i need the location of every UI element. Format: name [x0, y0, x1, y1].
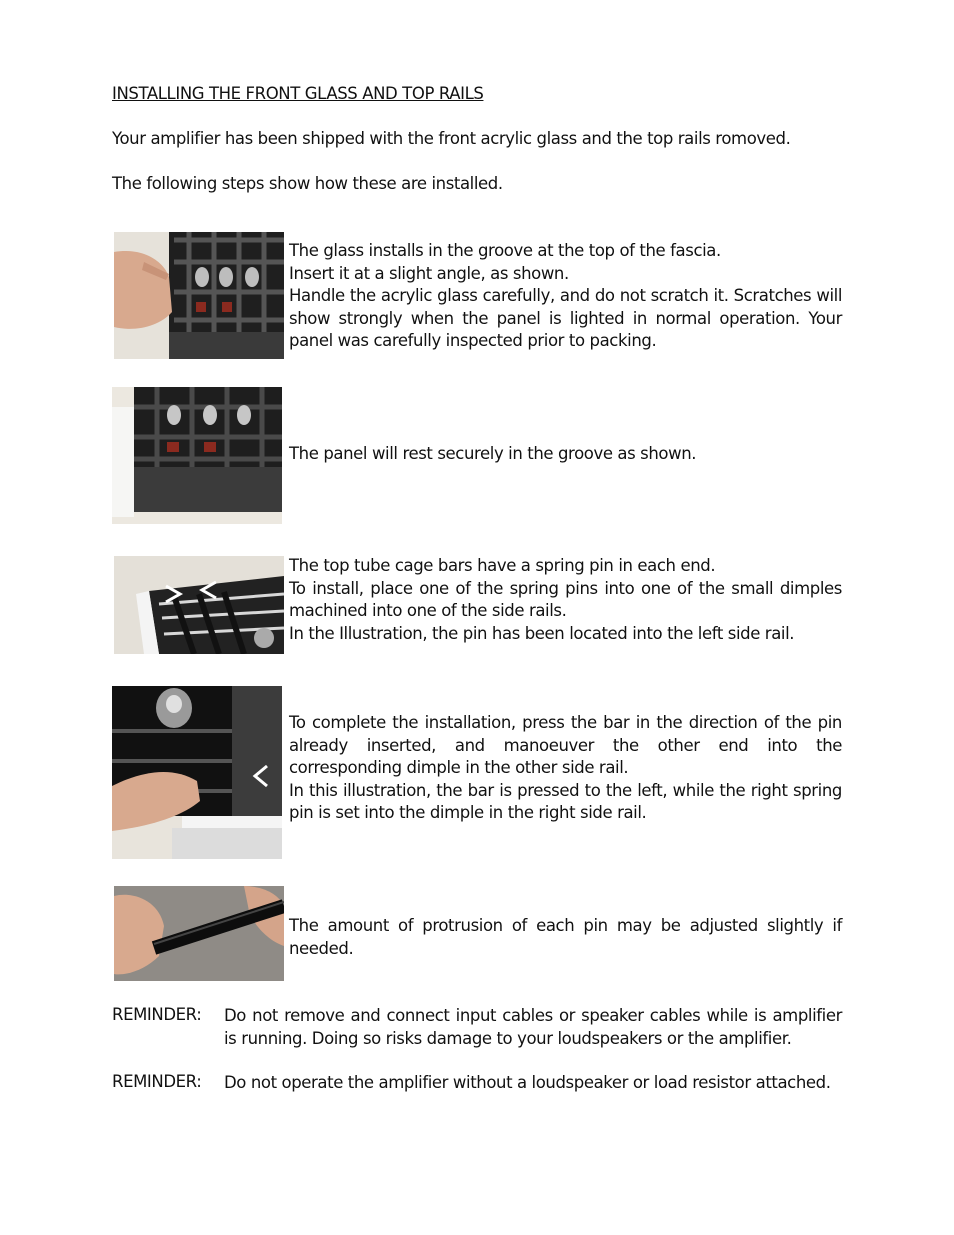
photo-pin-protrusion: [114, 886, 284, 981]
intro-paragraph-2: The following steps show how these are installed.: [112, 174, 503, 193]
step-1-line-3: Handle the acrylic glass carefully, and do not scratch it. Scratches will show strongly when the panel is lighted in normal operation. Your panel was carefully inspected prior to packing.: [289, 286, 842, 350]
reminder-1-text: Do not remove and connect input cables or speaker cables while is amplifier is running. Doing so risks damage to your loudspeakers or the amplifier.: [224, 1006, 842, 1048]
photo-panel-in-groove: [112, 387, 282, 524]
step-4-line-2: In this illustration, the bar is pressed to the left, while the right spring pin is set into the dimple in the right side rail.: [289, 780, 842, 822]
step-3-line-2: To install, place one of the spring pins into one of the small dimples machined into one of the side rails.: [289, 578, 842, 620]
reminder-1-label: REMINDER:: [112, 1005, 202, 1024]
step-2-text: [289, 443, 842, 466]
step-5-line-1: The amount of protrusion of each pin may be adjusted slightly if needed.: [289, 916, 842, 958]
step-4-line-1: To complete the installation, press the bar in the direction of the pin already inserted, and manoeuver the other end into the corresponding dimple in the other side rail.: [289, 713, 842, 777]
step-3-text: [289, 555, 842, 645]
page-heading: INSTALLING THE FRONT GLASS AND TOP RAILS: [112, 84, 484, 103]
step-5-text: [289, 915, 842, 960]
step-2-line-1: The panel will rest securely in the groove as shown.: [289, 444, 697, 463]
step-1-text: [289, 240, 842, 353]
photo-spring-pin: [114, 556, 284, 654]
step-4-text: [289, 712, 842, 825]
reminder-2-text: Do not operate the amplifier without a loudspeaker or load resistor attached.: [224, 1073, 831, 1092]
intro-paragraph-1: Your amplifier has been shipped with the front acrylic glass and the top rails romoved.: [112, 129, 791, 148]
step-3-line-3: In the Illustration, the pin has been located into the left side rail.: [289, 623, 795, 643]
reminder-2-label: REMINDER:: [112, 1072, 202, 1091]
photo-press-bar: [112, 686, 282, 859]
step-1-line-2: Insert it at a slight angle, as shown.: [289, 263, 569, 283]
step-3-line-1: The top tube cage bars have a spring pin in each end.: [289, 556, 716, 575]
photo-glass-insert: [114, 232, 284, 359]
step-1-line-1: The glass installs in the groove at the top of the fascia.: [289, 241, 721, 260]
